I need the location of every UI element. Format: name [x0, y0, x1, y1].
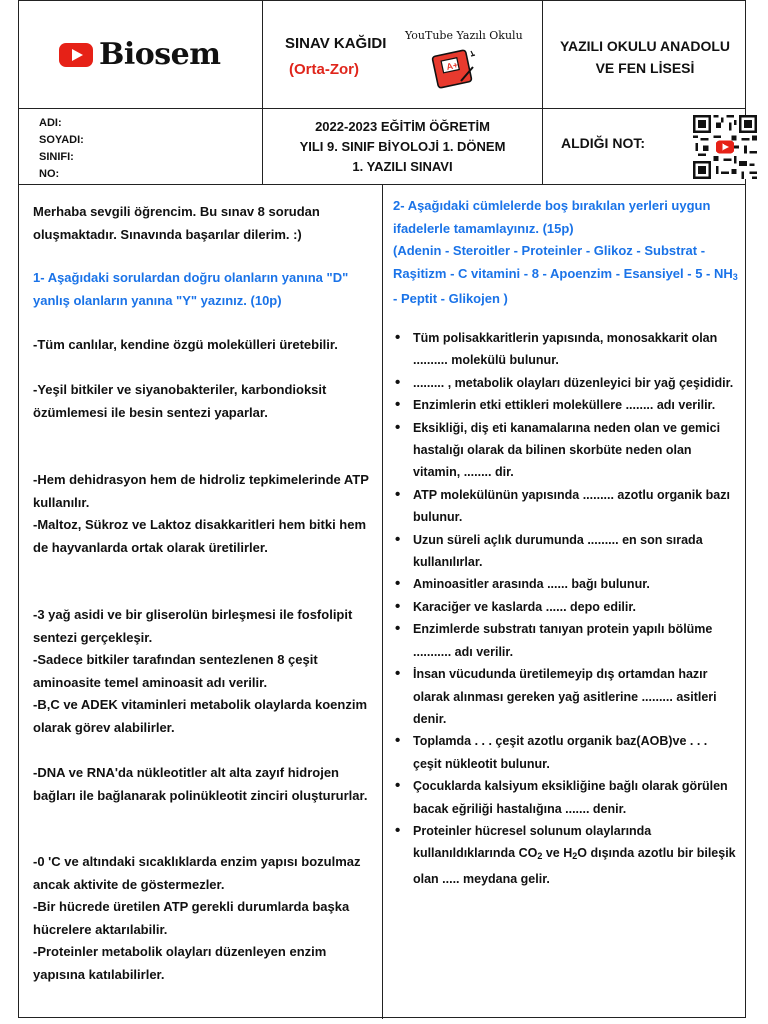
fill-item-1: • Tüm polisakkaritlerin yapısında, monosakkarit olan .......... molekülü bulunur. [393, 327, 739, 372]
intro-text: Merhaba sevgili öğrencim. Bu sınav 8 sorudan oluşmaktadır. Sınavında başarılar dilerim. :) [33, 204, 320, 242]
exam-title: SINAV KAĞIDI [285, 35, 387, 52]
statement-2: -Yeşil bitkiler ve siyanobakteriler, karbondioksit özümlemesi ile besin sentezi yaparlar. [33, 382, 327, 420]
exam-info-line-3: 1. YAZILI SINAVI [352, 159, 453, 174]
h2o-subscript: 2 [572, 851, 578, 862]
statement-8: -DNA ve RNA'da nükleotitler alt alta zayıf hidrojen bağları ile bağlanarak polinükleotit zinciri oluştururlar. [33, 765, 368, 803]
svg-text:A+: A+ [445, 59, 460, 72]
logo-cell [19, 1, 263, 108]
fill-item-3: • Enzimlerin etki ettikleri moleküllere ........ adı verilir. [393, 394, 739, 416]
school-name-line-1: YAZILI OKULU ANADOLU [559, 38, 731, 54]
student-fields-cell [19, 109, 263, 184]
exam-info [263, 117, 542, 177]
fill-in-list [393, 327, 739, 890]
fill-item-4: • Eksikliği, diş eti kanamalarına neden olan ve gemici hastalığı olarak da bilinen skorbüte neden olan vitamin, ........ dir. [393, 417, 739, 484]
exam-info-line-2: YILI 9. SINIF BİYOLOJİ 1. DÖNEM [299, 139, 506, 154]
exam-sheet [18, 0, 746, 1018]
exam-level: (Orta-Zor) [289, 61, 359, 78]
exam-book-icon [431, 47, 477, 89]
brand-logo [59, 37, 220, 72]
fill-item-10: • İnsan vücudunda üretilemeyip dış ortamdan hazır olarak alınması gereken yağ asitlerine ......... asitleri denir. [393, 663, 739, 730]
right-column [383, 185, 747, 1019]
school-name [543, 35, 747, 79]
exam-info-line-1: 2022-2023 EĞİTİM ÖĞRETİM [315, 119, 490, 134]
word-bank [393, 240, 739, 311]
exam-info-cell [263, 109, 543, 184]
fill-item-8: • Karaciğer ve kaslarda ...... depo edilir. [393, 596, 739, 618]
statement-4: -Maltoz, Sükroz ve Laktoz disakkaritleri hem bitki hem de hayvanlarda ortak olarak üretilirler. [33, 517, 367, 555]
youtube-play-icon [59, 43, 93, 67]
fill-item-13 [393, 820, 739, 890]
header-row [19, 1, 745, 109]
channel-label: YouTube Yazılı Okulu [405, 29, 523, 42]
logo-text: Biosem [99, 37, 221, 72]
fill-item-5: • ATP molekülünün yapısında ......... azotlu organik bazı bulunur. [393, 484, 739, 529]
question-2-title: 2- Aşağıdaki cümlelerde boş bırakılan yerleri uygun ifadelerle tamamlayınız. (15p) [393, 198, 711, 236]
statement-1: -Tüm canlılar, kendine özgü molekülleri üretebilir. [33, 337, 338, 352]
number-field[interactable]: NO: [39, 168, 60, 180]
statement-3: -Hem dehidrasyon hem de hidroliz tepkimelerinde ATP kullanılır. [33, 472, 369, 510]
statement-11: -Proteinler metabolik olayları düzenleyen enzim yapısına katılabilirler. [33, 944, 327, 982]
qr-code-icon[interactable] [693, 115, 757, 179]
surname-field[interactable]: SOYADI: [39, 134, 84, 146]
class-field[interactable]: SINIFI: [39, 151, 74, 163]
word-bank-subscript: 3 [732, 271, 738, 282]
co2-subscript: 2 [537, 851, 543, 862]
grade-cell [543, 109, 747, 184]
school-name-line-2: VE FEN LİSESİ [595, 60, 695, 76]
name-field[interactable]: ADI: [39, 117, 62, 129]
fill-item-9: • Enzimlerde substratı tanıyan protein yapılı bölüme ........... adı verilir. [393, 618, 739, 663]
statement-9: -0 'C ve altındaki sıcaklıklarda enzim yapısı bozulmaz ancak aktivite de göstermezler. [33, 854, 361, 892]
school-cell [543, 1, 747, 108]
fill-item-11: • Toplamda . . . çeşit azotlu organik baz(AOB)ve . . . çeşit nükleotit bulunur. [393, 730, 739, 775]
statement-7: -B,C ve ADEK vitaminleri metabolik olaylarda koenzim olarak görev alabilirler. [33, 697, 368, 735]
info-row [19, 109, 745, 185]
grade-label: ALDIĞI NOT: [561, 135, 645, 151]
fill-item-12: • Çocuklarda kalsiyum eksikliğine bağlı olarak görülen bacak eğriliği hastalığına ....... denir. [393, 775, 739, 820]
question-1-title: 1- Aşağıdaki sorulardan doğru olanların yanına "D" yanlış olanların yanına "Y" yazınız. (10p) [33, 270, 349, 308]
fill-item-2: • ......... , metabolik olayları düzenleyici bir yağ çeşididir. [393, 372, 739, 394]
fill-item-7: • Aminoasitler arasında ...... bağı bulunur. [393, 573, 739, 595]
word-bank-part-1: (Adenin - Steroitler - Proteinler - Glikoz - Substrat - Raşitizm - C vitamini - 8 - Apoenzim - Esansiyel - 5 - NH [393, 243, 733, 281]
title-cell [263, 1, 543, 108]
statement-5: -3 yağ asidi ve bir gliserolün birleşmesi ile fosfolipit sentezi gerçekleşir. [33, 607, 353, 645]
fill-item-6: • Uzun süreli açlık durumunda ......... en son sırada kullanılırlar. [393, 529, 739, 574]
left-column [19, 185, 383, 1019]
fill-item-13-part-3: O dışında azotlu bir bileşik olan ..... meydana gelir. [413, 846, 736, 886]
fill-item-13-part-2: ve H [542, 846, 573, 861]
fill-item-13-part-1: Proteinler hücresel solunum olaylarında kullanıldıklarında CO [413, 823, 652, 861]
student-fields [39, 115, 84, 183]
statement-6: -Sadece bitkiler tarafından sentezlenen 8 çeşit aminoasite temel aminoasit adı verilir. [33, 652, 318, 690]
statement-10: -Bir hücrede üretilen ATP gerekli durumlarda başka hücrelere aktarılabilir. [33, 899, 350, 937]
word-bank-part-2: - Peptit - Glikojen ) [393, 291, 508, 306]
